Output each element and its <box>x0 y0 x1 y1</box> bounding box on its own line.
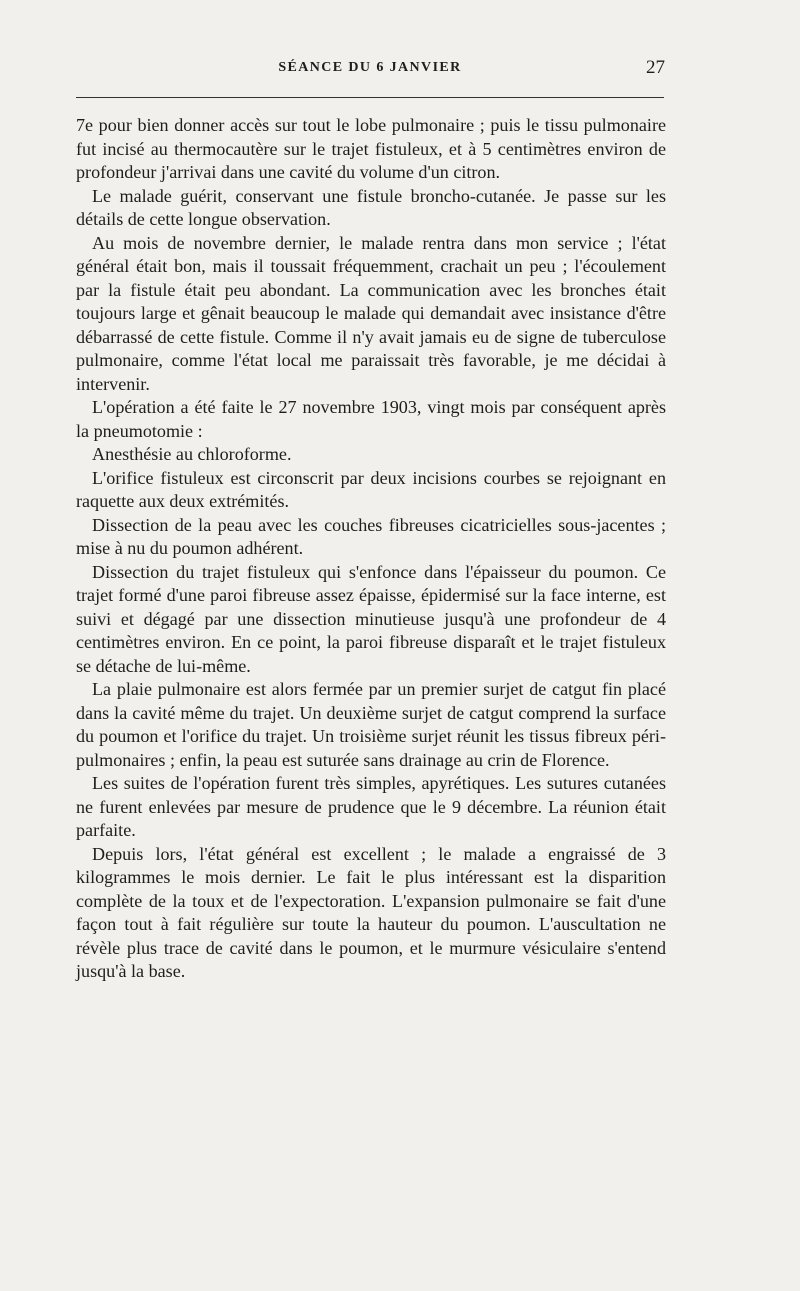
body-text <box>76 114 666 984</box>
paragraph-4: L'opération a été faite le 27 novembre 1903, vingt mois par conséquent après la pneumotomie : <box>76 397 666 441</box>
paragraph-5: Anesthésie au chloroforme. <box>92 444 292 464</box>
paragraph-7: Dissection de la peau avec les couches fibreuses cicatricielles sous-jacentes ; mise à nu du poumon adhérent. <box>76 514 666 558</box>
paragraph-1: 7e pour bien donner accès sur tout le lobe pulmonaire ; puis le tissu pulmonaire fut incisé au thermocautère sur le trajet fistuleux, et à 5 centimètres environ de profondeur j'arrivai dans une cavité du volume d'un citron. <box>76 115 666 182</box>
header-rule <box>76 97 664 98</box>
paragraph-8: Dissection du trajet fistuleux qui s'enfonce dans l'épaisseur du poumon. Ce trajet formé d'une paroi fibreuse assez épaisse, épidermisé sur la face interne, est suivi et dégagé par une dissection minutieuse jusqu'à une profondeur de 4 centimètres environ. En ce point, la paroi fibreuse disparaît et le trajet fistuleux se détache de lui-même. <box>76 561 666 676</box>
paragraph-11: Depuis lors, l'état général est excellent ; le malade a engraissé de 3 kilogrammes le mois dernier. Le fait le plus intéressant est la disparition complète de la toux et de l'expectoration. L'expansion pulmonaire se fait d'une façon tout à fait régulière sur toute la hauteur du poumon. L'auscultation ne révèle plus trace de cavité dans le poumon, et le murmure vésiculaire s'entend jusqu'à la base. <box>76 843 666 981</box>
paragraph-3: Au mois de novembre dernier, le malade rentra dans mon service ; l'état général était bon, mais il toussait fréquemment, crachait un peu ; l'écoulement par la fistule était peu abondant. La communication avec les bronches était toujours large et gênait beaucoup le malade qui demandait avec insistance d'être débarrassé de cette fistule. Comme il n'y avait jamais eu de signe de tuberculose pulmonaire, comme l'état local me paraissait très favorable, je me décidai à intervenir. <box>76 232 666 394</box>
paragraph-10: Les suites de l'opération furent très simples, apyrétiques. Les sutures cutanées ne furent enlevées par mesure de prudence que le 9 décembre. La réunion était parfaite. <box>76 773 666 840</box>
paragraph-6: L'orifice fistuleux est circonscrit par deux incisions courbes se rejoignant en raquette aux deux extrémités. <box>76 467 666 511</box>
running-title: SÉANCE DU 6 JANVIER <box>278 60 462 75</box>
paragraph-9: La plaie pulmonaire est alors fermée par un premier surjet de catgut fin placé dans la cavité même du trajet. Un deuxième surjet de catgut comprend la surface du poumon et l'orifice du trajet. Un troisième surjet réunit les tissus fibreux péri-pulmonaires ; enfin, la peau est suturée sans drainage au crin de Florence. <box>76 679 666 770</box>
page-header <box>75 58 665 82</box>
page-number: 27 <box>646 57 665 78</box>
paragraph-2: Le malade guérit, conservant une fistule broncho-cutanée. Je passe sur les détails de cette longue observation. <box>76 185 666 229</box>
